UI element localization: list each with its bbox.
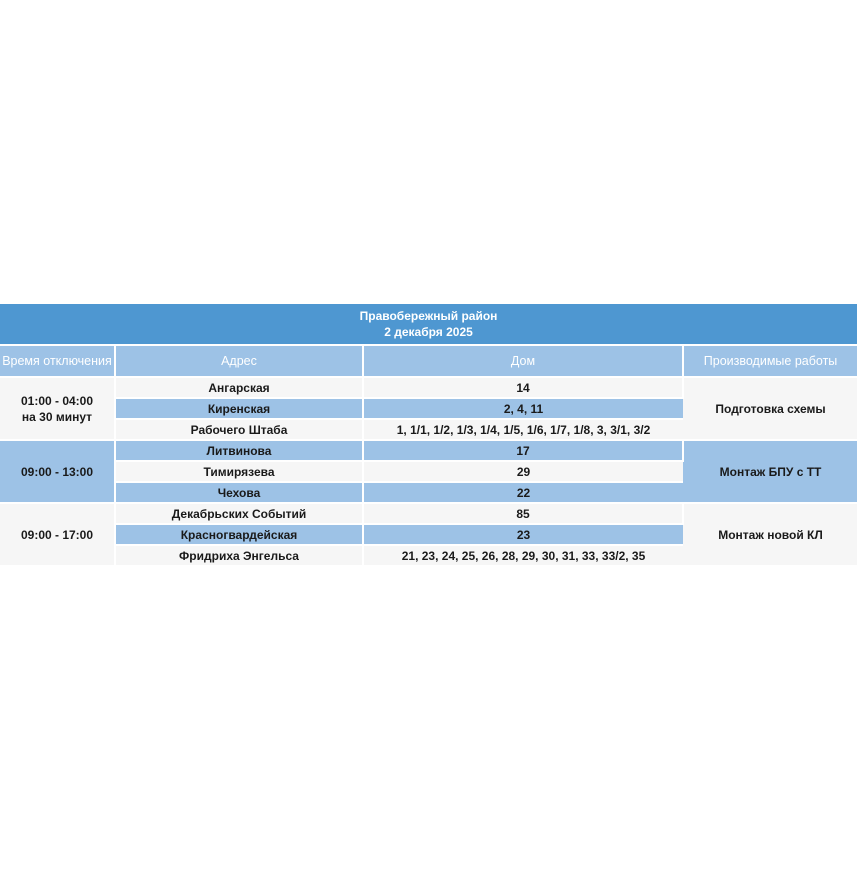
houses-cell: 23: [363, 524, 683, 545]
houses-cell: 14: [363, 377, 683, 398]
table-row: [0, 440, 857, 461]
outage-duration: на 30 минут: [21, 409, 93, 424]
table-row: [0, 377, 857, 398]
street-cell: Декабрьских Событий: [115, 503, 363, 524]
column-header-time: Время отключения: [0, 345, 115, 377]
table-row: [0, 503, 857, 524]
street-cell: Тимирязева: [115, 461, 363, 482]
column-header-work: Производимые работы: [683, 345, 857, 377]
houses-cell: 22: [363, 482, 683, 503]
houses-cell: 29: [363, 461, 683, 482]
work-description-cell: Монтаж БПУ с ТТ: [683, 440, 857, 503]
column-header-house: Дом: [363, 345, 683, 377]
work-description-cell: Подготовка схемы: [683, 377, 857, 440]
street-cell: Киренская: [115, 398, 363, 419]
houses-cell: 85: [363, 503, 683, 524]
street-cell: Литвинова: [115, 440, 363, 461]
column-header-address: Адрес: [115, 345, 363, 377]
street-cell: Фридриха Энгельса: [115, 545, 363, 566]
outage-time-cell: [0, 503, 115, 566]
street-cell: Красногвардейская: [115, 524, 363, 545]
outage-time: 01:00 - 04:00: [20, 393, 94, 408]
street-cell: Ангарская: [115, 377, 363, 398]
outage-time-cell: [0, 440, 115, 503]
street-cell: Чехова: [115, 482, 363, 503]
district-header: [0, 304, 857, 345]
work-description-cell: Монтаж новой КЛ: [683, 503, 857, 566]
outage-time: 09:00 - 17:00: [20, 527, 94, 542]
outage-time-cell: [0, 377, 115, 440]
schedule-date: 2 декабря 2025: [384, 325, 473, 339]
houses-cell: 21, 23, 24, 25, 26, 28, 29, 30, 31, 33, 33/2, 35: [363, 545, 683, 566]
houses-cell: 1, 1/1, 1/2, 1/3, 1/4, 1/5, 1/6, 1/7, 1/8, 3, 3/1, 3/2: [363, 419, 683, 440]
district-name: Правобережный район: [359, 309, 498, 323]
street-cell: Рабочего Штаба: [115, 419, 363, 440]
outage-time: 09:00 - 13:00: [20, 464, 94, 479]
outage-schedule-table: [0, 304, 857, 567]
houses-cell: 2, 4, 11: [363, 398, 683, 419]
houses-cell: 17: [363, 440, 683, 461]
